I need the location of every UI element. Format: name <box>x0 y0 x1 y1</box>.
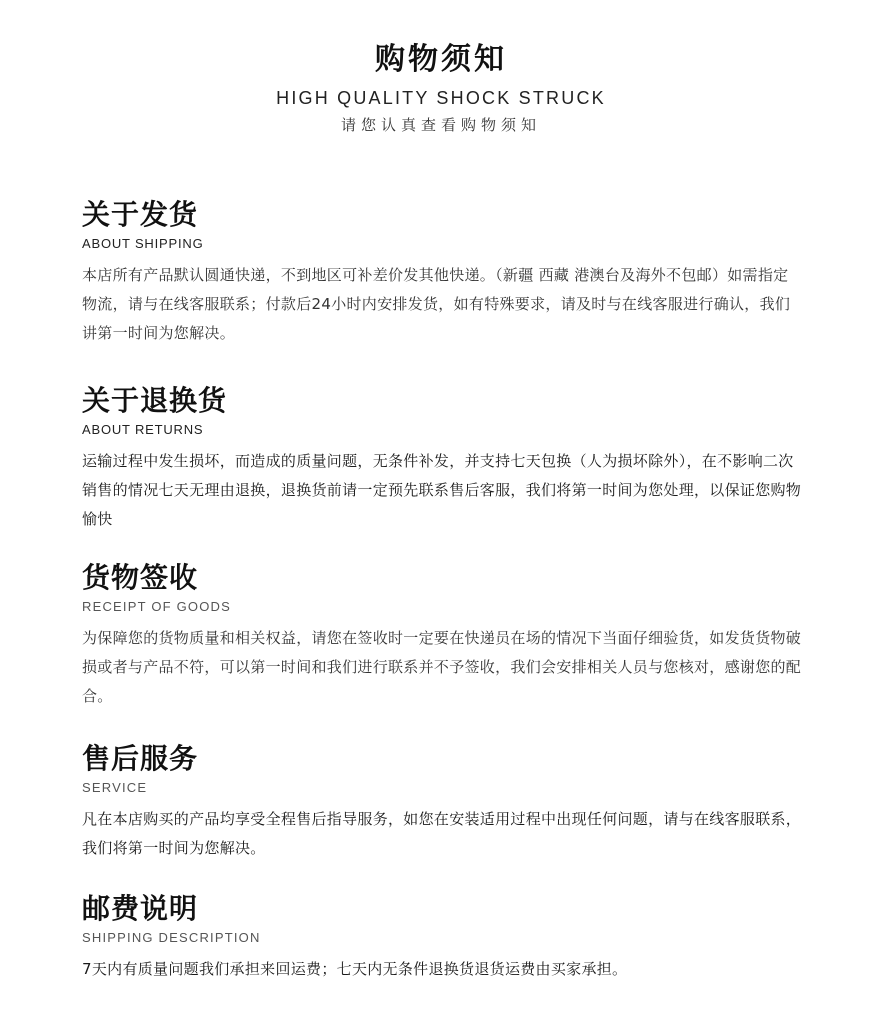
section-returns <box>82 383 802 534</box>
section-title-en: RECEIPT OF GOODS <box>82 599 231 614</box>
section-title-en: ABOUT SHIPPING <box>82 236 204 251</box>
page-title: 购物须知 <box>375 42 507 77</box>
section-receipt <box>82 560 802 711</box>
section-title: 货物签收 <box>82 561 199 594</box>
section-body: 为保障您的货物质量和相关权益，请您在签收时一定要在快递员在场的情况下当面仔细验货，如发货货物破损或者与产品不符，可以第一时间和我们进行联系并不予签收，我们会安排相关人员与您核对，感谢您的配合。 <box>82 629 802 705</box>
page-header <box>0 40 882 136</box>
section-title-en: ABOUT RETURNS <box>82 422 204 437</box>
section-body: 凡在本店购买的产品均享受全程售后指导服务，如您在安装适用过程中出现任何问题，请与在线客服联系，我们将第一时间为您解决。 <box>82 810 802 857</box>
section-shipping <box>82 197 802 348</box>
section-title: 关于发货 <box>82 198 199 231</box>
page-subtitle-cn: 请您认真查看购物须知 <box>340 116 541 134</box>
section-title: 售后服务 <box>82 742 199 775</box>
section-service <box>82 741 802 863</box>
section-title-en: SERVICE <box>82 780 148 795</box>
section-postage <box>82 891 802 984</box>
section-title: 关于退换货 <box>82 384 228 417</box>
section-title-en: SHIPPING DESCRIPTION <box>82 930 261 945</box>
section-body: 运输过程中发生损坏，而造成的质量问题，无条件补发，并支持七天包换（人为损坏除外），在不影响二次销售的情况七天无理由退换，退换货前请一定预先联系售后客服，我们将第一时间为您处理，以保证您购物愉快 <box>82 452 802 528</box>
section-body: 本店所有产品默认圆通快递，不到地区可补差价发其他快递。（新疆 西藏 港澳台及海外不包邮）如需指定物流，请与在线客服联系；付款后24小时内安排发货，如有特殊要求，请及时与在线客服进行确认，我们讲第一时间为您解决。 <box>82 266 791 342</box>
section-body: 7天内有质量问题我们承担来回运费；七天内无条件退换货退货运费由买家承担。 <box>82 960 628 978</box>
section-title: 邮费说明 <box>82 892 199 925</box>
page-subtitle-en: HIGH QUALITY SHOCK STRUCK <box>276 88 606 108</box>
